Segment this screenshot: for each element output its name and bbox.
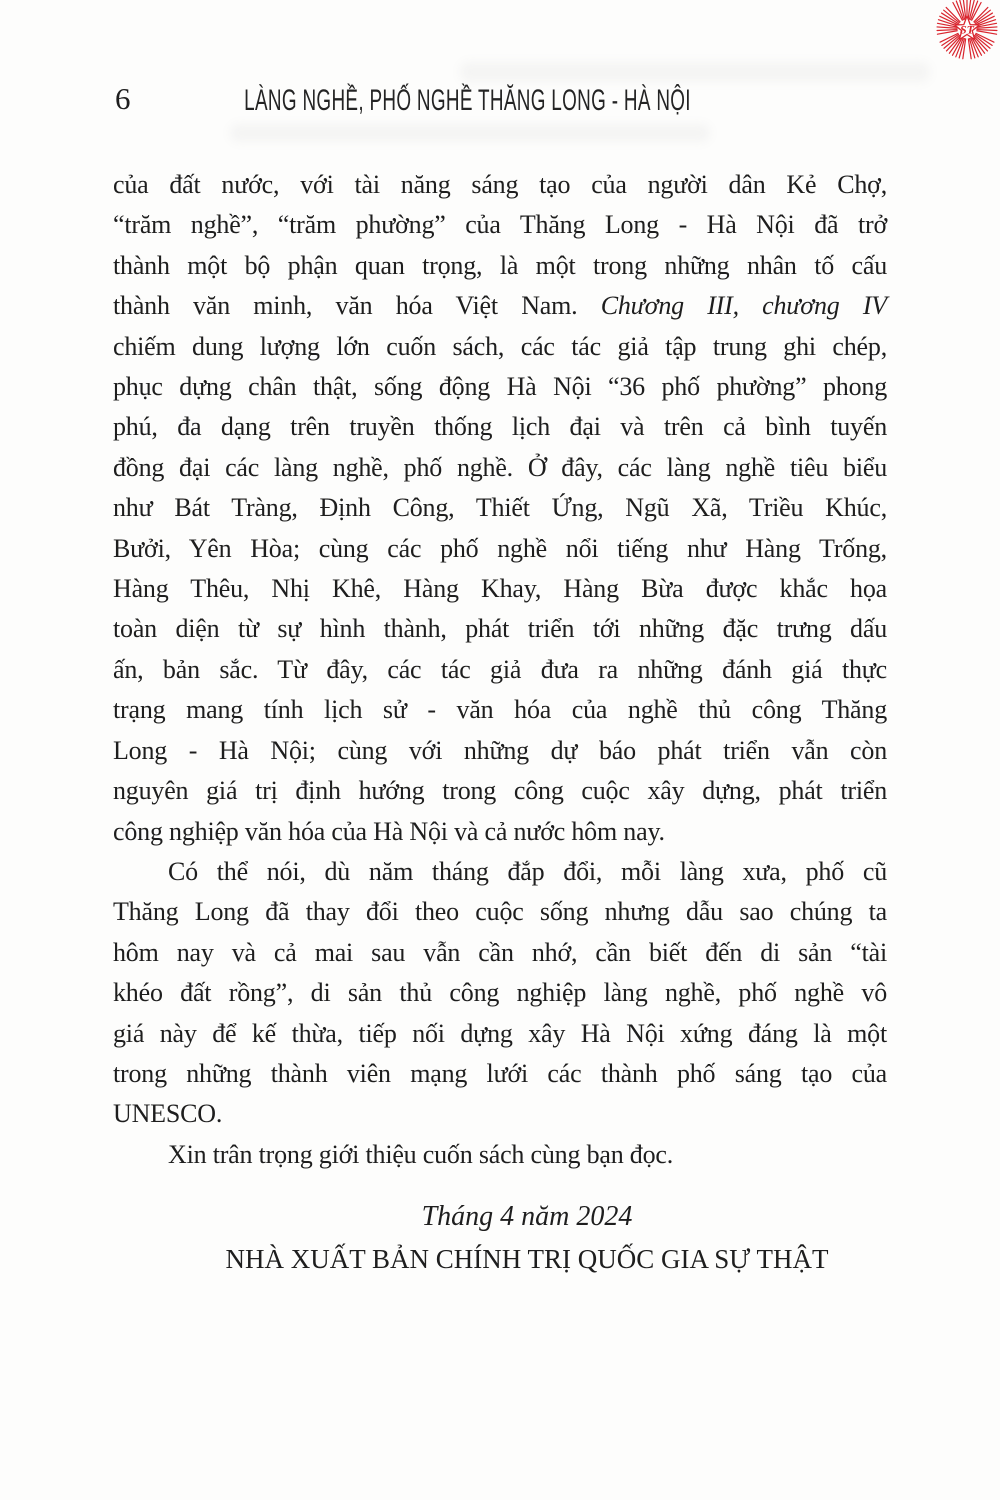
text-segment: khéo đất rồng”, di sản thủ công nghiệp làng nghề, phố nghề vô bbox=[113, 978, 887, 1008]
text-segment: Có thể nói, dù năm tháng đắp đổi, mỗi làng xưa, phố cũ bbox=[168, 856, 887, 886]
text-segment: giá này để kế thừa, tiếp nối dựng xây Hà Nội xứng đáng là một bbox=[113, 1018, 887, 1048]
text-line bbox=[113, 650, 887, 690]
text-segment: Hàng Thêu, Nhị Khê, Hàng Khay, Hàng Bừa được khắc họa bbox=[113, 574, 887, 604]
text-line bbox=[113, 1054, 887, 1094]
text-segment: thành văn minh, văn hóa Việt Nam. bbox=[113, 291, 601, 321]
text-segment: toàn diện từ sự hình thành, phát triển tới những đặc trưng dấu bbox=[113, 614, 887, 644]
text-segment: Xin trân trọng giới thiệu cuốn sách cùng bạn đọc. bbox=[168, 1139, 674, 1169]
text-line bbox=[113, 1094, 887, 1134]
text-line bbox=[113, 731, 887, 771]
text-line bbox=[113, 973, 887, 1013]
text-line bbox=[113, 165, 887, 205]
text-line bbox=[113, 771, 887, 811]
text-line bbox=[113, 852, 887, 892]
text-line bbox=[113, 407, 887, 447]
text-line bbox=[113, 327, 887, 367]
text-segment: đồng đại các làng nghề, phố nghề. Ở đây, các làng nghề tiêu biểu bbox=[113, 452, 887, 482]
text-segment: công nghiệp văn hóa của Hà Nội và cả nước hôm nay. bbox=[113, 816, 665, 846]
footer bbox=[113, 1196, 887, 1280]
text-segment: ấn, bản sắc. Từ đây, các tác giả đưa ra những đánh giá thực bbox=[113, 654, 887, 684]
text-segment: Long - Hà Nội; cùng với những dự báo phát triển vẫn còn bbox=[113, 735, 887, 765]
text-line bbox=[113, 933, 887, 973]
text-line bbox=[113, 690, 887, 730]
date-line: Tháng 4 năm 2024 bbox=[421, 1201, 633, 1232]
text-line bbox=[113, 609, 887, 649]
body-text bbox=[113, 165, 887, 1175]
text-line bbox=[113, 1135, 887, 1175]
text-segment: nguyên giá trị định hướng trong công cuộc xây dựng, phát triển bbox=[113, 776, 887, 806]
text-segment: UNESCO. bbox=[113, 1099, 223, 1129]
logo-letters: ST bbox=[959, 22, 975, 37]
text-line bbox=[113, 569, 887, 609]
text-segment: như Bát Tràng, Định Công, Thiết Ứng, Ngũ Xã, Triều Khúc, bbox=[113, 493, 887, 523]
running-title: LÀNG NGHỀ, PHỐ NGHỀ THĂNG LONG - HÀ NỘI bbox=[244, 84, 691, 117]
running-title-wrap bbox=[113, 84, 887, 117]
text-segment: “trăm nghề”, “trăm phường” của Thăng Long - Hà Nội đã trở bbox=[113, 210, 887, 240]
publisher-logo bbox=[934, 0, 1000, 64]
publisher-line: NHÀ XUẤT BẢN CHÍNH TRỊ QUỐC GIA SỰ THẬT bbox=[225, 1244, 829, 1274]
text-line bbox=[113, 488, 887, 528]
text-segment: hôm nay và cả mai sau vẫn cần nhớ, cần biết đến di sản “tài bbox=[113, 937, 887, 967]
text-line bbox=[113, 367, 887, 407]
text-line bbox=[113, 529, 887, 569]
text-line bbox=[113, 246, 887, 286]
text-segment: phục dựng chân thật, sống động Hà Nội “36 phố phường” phong bbox=[113, 372, 887, 402]
text-segment: phú, đa dạng trên truyền thống lịch đại và trên cả bình tuyến bbox=[113, 412, 887, 442]
text-segment: thành một bộ phận quan trọng, là một trong những nhân tố cấu bbox=[113, 250, 887, 280]
text-segment: trạng mang tính lịch sử - văn hóa của nghề thủ công Thăng bbox=[113, 695, 887, 725]
text-line bbox=[113, 1014, 887, 1054]
text-line bbox=[113, 892, 887, 932]
scan-artifact bbox=[460, 62, 930, 82]
italic-text-segment: Chương III, chương IV bbox=[600, 291, 887, 321]
scan-artifact bbox=[230, 124, 710, 142]
text-segment: trong những thành viên mạng lưới các thành phố sáng tạo của bbox=[113, 1058, 887, 1088]
text-line bbox=[113, 286, 887, 326]
text-line bbox=[113, 205, 887, 245]
text-segment: Thăng Long đã thay đổi theo cuộc sống nhưng dẫu sao chúng ta bbox=[113, 897, 887, 927]
text-segment: Bưởi, Yên Hòa; cùng các phố nghề nổi tiếng như Hàng Trống, bbox=[113, 533, 887, 563]
text-line bbox=[113, 448, 887, 488]
star-burst-icon bbox=[934, 0, 1000, 64]
text-line bbox=[113, 812, 887, 852]
text-segment: của đất nước, với tài năng sáng tạo của người dân Kẻ Chợ, bbox=[113, 170, 887, 199]
page-number: 6 bbox=[115, 81, 131, 116]
text-segment: chiếm dung lượng lớn cuốn sách, các tác giả tập trung ghi chép, bbox=[113, 331, 887, 361]
page-header bbox=[113, 81, 887, 118]
